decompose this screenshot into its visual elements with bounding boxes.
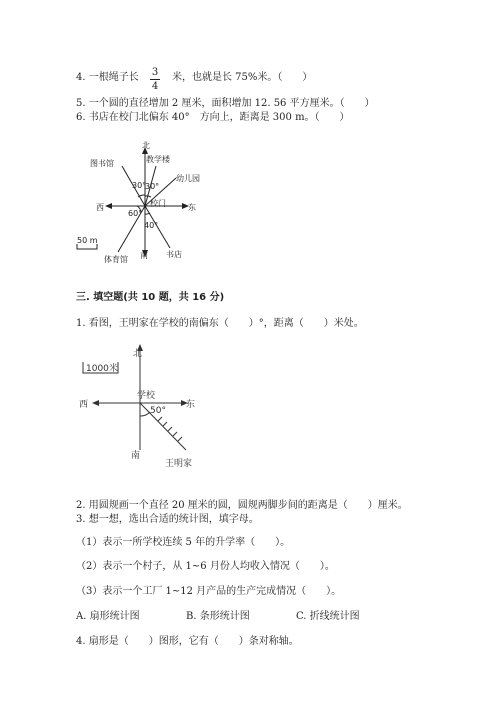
map1-angle-60: 60°	[128, 209, 143, 218]
fill-q4: 4. 扇形是（ ）图形，它有（ ）条对称轴。	[76, 636, 299, 647]
fill-q3: 3. 想一想，选出合适的统计图，填字母。	[76, 514, 259, 525]
judge-q4-post: 米，也就是长 75%米。（ ）	[172, 72, 313, 83]
map2-school-label: 学校	[137, 391, 156, 401]
map1-bookstore-label: 书店	[166, 250, 182, 259]
map2-north-label: 北	[133, 349, 143, 359]
fraction-denominator: 4	[151, 81, 159, 92]
judge-q6: 6. 书店在校门北偏东 40° 方向上，距离是 300 m。（ ）	[76, 112, 350, 123]
map2-west-label: 西	[79, 400, 89, 410]
fill-q3-2: （2）表示一个村子，从 1~6 月份人均收入情况（ ）。	[76, 561, 335, 572]
fill-option-b: B. 条形统计图	[186, 611, 250, 622]
fill-q2: 2. 用圆规画一个直径 20 厘米的圆，圆规两脚步间的距离是（ ）厘米。	[76, 500, 408, 511]
map1-gym-label: 体育馆	[104, 255, 128, 264]
fill-q3-3: （3）表示一个工厂 1~12 月产品的生产完成情况（ ）。	[76, 586, 342, 597]
map2-home-label: 王明家	[165, 459, 193, 469]
map1-south-label: 南	[140, 251, 148, 260]
map1-school-label: 教学楼	[146, 155, 170, 164]
fill-option-c: C. 折线统计图	[296, 611, 360, 622]
map1-angle-30b: 30°	[145, 182, 160, 191]
map1-library-label: 图书馆	[90, 159, 114, 168]
fill-q1: 1. 看图，王明家在学校的南偏东（ ）°，距离（ ）米处。	[76, 318, 364, 329]
map1-kindergarten-label: 幼儿园	[176, 174, 200, 183]
fill-option-a: A. 扇形统计图	[76, 611, 140, 622]
fill-q3-1: （1）表示一所学校连续 5 年的升学率（ ）。	[76, 537, 291, 548]
map2-east-label: 东	[186, 400, 196, 410]
map1-angle-40: 40°	[144, 221, 159, 230]
judge-q4-pre: 4. 一根绳子长	[76, 72, 139, 83]
map2-scale-label: 1000米	[86, 364, 118, 374]
map1-scale-label: 50 m	[77, 236, 98, 245]
map2-south-label: 南	[131, 451, 141, 461]
map1-north-label: 北	[142, 141, 150, 150]
map2-angle-label: 50°	[150, 406, 166, 416]
judge-q5: 5. 一个圆的直径增加 2 厘米，面积增加 12. 56 平方厘米。（ ）	[76, 98, 375, 109]
section3-title: 三. 填空题(共 10 题，共 16 分)	[76, 292, 225, 303]
map1-gate-label: 校门	[150, 199, 166, 208]
map1-east-label: 东	[188, 203, 196, 212]
map1-west-label: 西	[96, 203, 104, 212]
map1-angle-30a: 30°	[132, 181, 147, 190]
fraction-numerator: 3	[151, 67, 159, 78]
